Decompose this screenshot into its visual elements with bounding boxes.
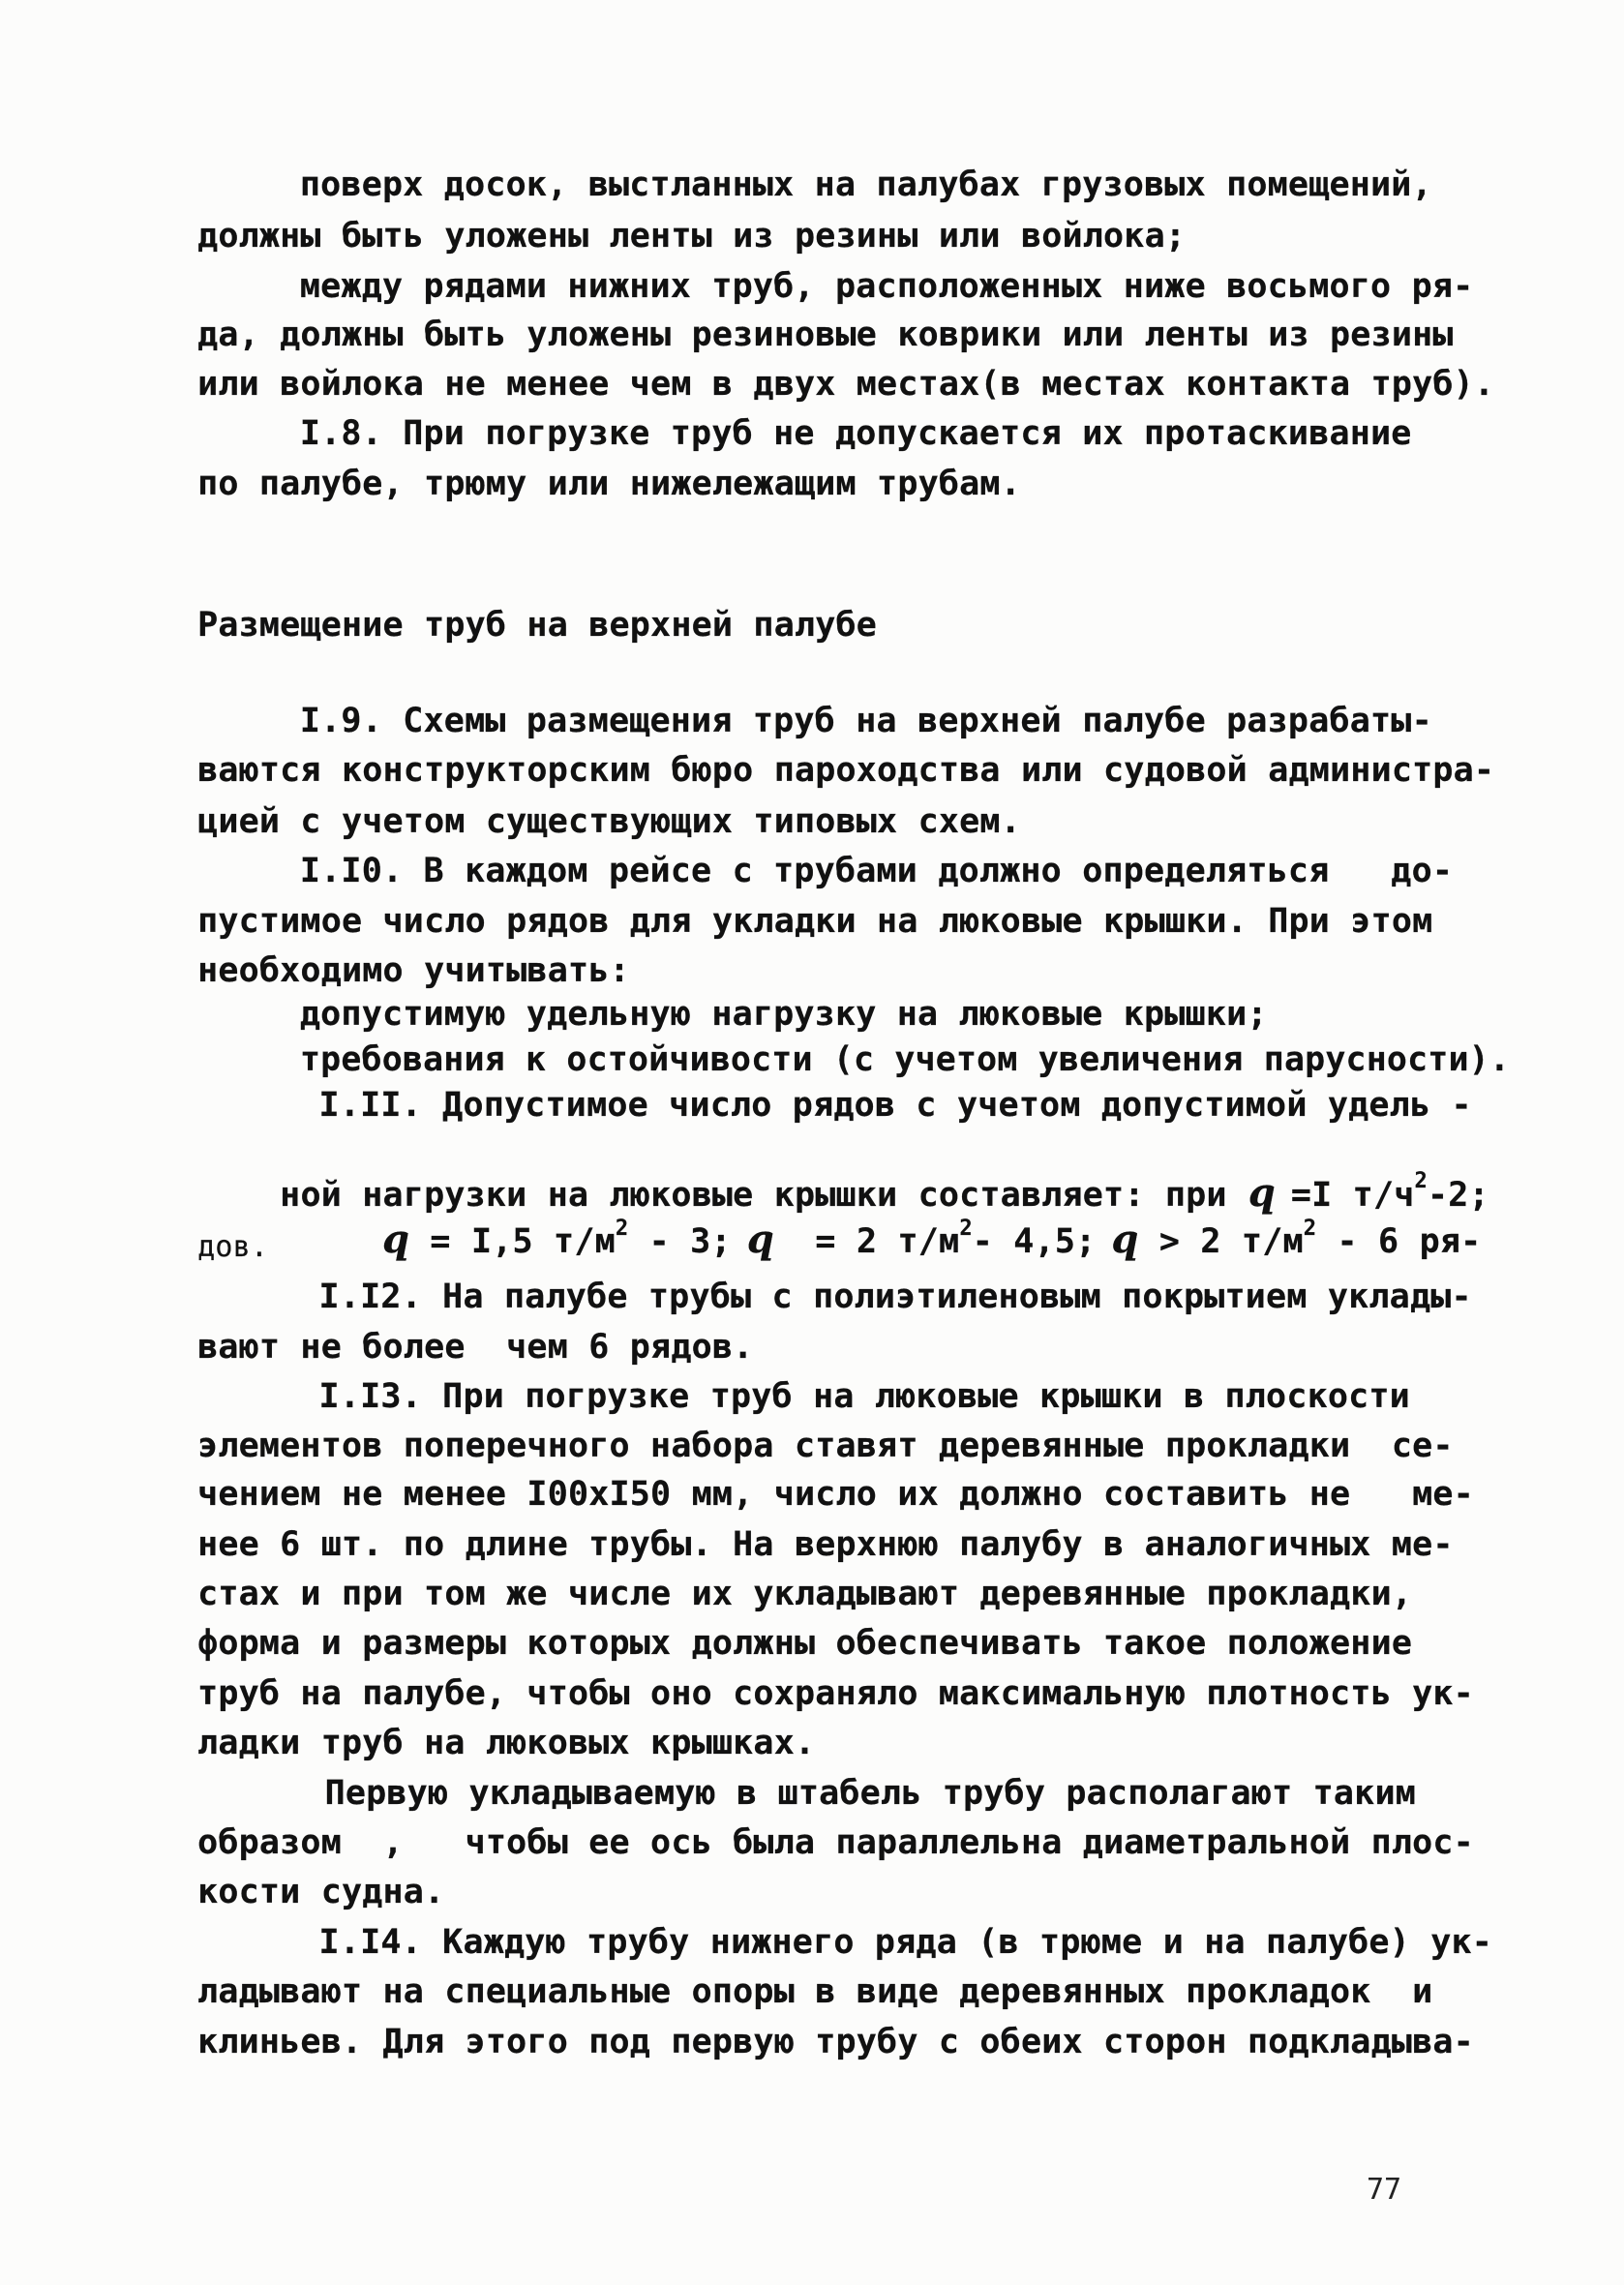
page-number: 77 xyxy=(1366,2172,1402,2207)
text-line: I.I2. На палубе трубы с полиэтиленовым покрытием уклады- xyxy=(318,1278,1472,1317)
exponent: 2 xyxy=(1414,1169,1428,1194)
text-line: форма и размеры которых должны обеспечивать такое положение xyxy=(197,1624,1413,1664)
text-line: I.I4. Каждую трубу нижнего ряда (в трюме и на палубе) ук- xyxy=(318,1922,1493,1962)
text-line: образом , чтобы ее ось была параллельна диаметральной плос- xyxy=(197,1823,1474,1863)
formula-tail: - 3; xyxy=(628,1222,732,1262)
formula-value: =I т/ч xyxy=(1290,1176,1415,1216)
text-line: требования к остойчивости (с учетом увеличения парусности). xyxy=(299,1040,1510,1080)
text-line: ладки труб на люковых крышках. xyxy=(197,1724,816,1763)
q-symbol: q xyxy=(1111,1217,1139,1263)
text-line: ладывают на специальные опоры в виде деревянных прокладок и xyxy=(197,1972,1433,2012)
text-line: стах и при том же числе их укладывают деревянные прокладки, xyxy=(197,1575,1413,1614)
text-line: ваются конструкторским бюро пароходства или судовой администра- xyxy=(197,750,1495,790)
text-line: вают не более чем 6 рядов. xyxy=(197,1327,754,1367)
text-line: дов. xyxy=(197,1229,269,1264)
text-line: допустимую удельную нагрузку на люковые крышки; xyxy=(299,995,1268,1035)
exponent: 2 xyxy=(1303,1216,1317,1241)
text-line: поверх досок, выстланных на палубах грузовых помещений, xyxy=(299,165,1432,205)
text-line: по палубе, трюму или нижележащим трубам. xyxy=(197,464,1021,503)
text-line: необходимо учитывать: xyxy=(197,951,630,991)
text-line: пустимое число рядов для укладки на люковые крышки. При этом xyxy=(197,901,1433,941)
q-symbol: q xyxy=(1248,1170,1276,1217)
text-line: должны быть уложены ленты из резины или войлока; xyxy=(197,217,1187,256)
text-segment: ной нагрузки на люковые крышки составляет: при xyxy=(280,1176,1227,1216)
text-line: I.I0. В каждом рейсе с трубами должно определяться до- xyxy=(299,852,1454,891)
exponent: 2 xyxy=(615,1216,629,1241)
text-line: да, должны быть уложены резиновые коврики или ленты из резины xyxy=(197,315,1454,354)
text-line: Первую укладываемую в штабель трубу располагают таким xyxy=(324,1773,1416,1813)
q-symbol: q xyxy=(746,1217,774,1263)
text-line: труб на палубе, чтобы оно сохраняло максимальную плотность ук- xyxy=(197,1673,1474,1713)
text-line: элементов поперечного набора ставят деревянные прокладки се- xyxy=(197,1427,1454,1466)
text-line: I.8. При погрузке труб не допускается их протаскивание xyxy=(299,414,1412,454)
text-line: I.II. Допустимое число рядов с учетом допустимой удель - xyxy=(318,1086,1472,1126)
exponent: 2 xyxy=(959,1216,973,1241)
formula-value: = 2 т/м xyxy=(773,1222,960,1262)
text-line: между рядами нижних труб, расположенных ниже восьмого ря- xyxy=(299,266,1474,306)
formula-value: = I,5 т/м xyxy=(409,1222,616,1262)
formula-tail: - 6 ря- xyxy=(1316,1222,1482,1262)
text-line: I.I3. При погрузке труб на люковые крышки в плоскости xyxy=(318,1377,1410,1416)
text-line: кости судна. xyxy=(197,1873,445,1912)
formula-tail: -2; xyxy=(1427,1176,1489,1216)
text-line: цией с учетом существующих типовых схем. xyxy=(197,801,1021,841)
q-symbol: q xyxy=(381,1217,410,1263)
text-line: нее 6 шт. по длине трубы. На верхнюю палубу в аналогичных ме- xyxy=(197,1524,1454,1564)
formula-value: > 2 т/м xyxy=(1138,1222,1304,1262)
formula-tail: - 4,5; xyxy=(972,1222,1097,1262)
text-line: или войлока не менее чем в двух местах(в местах контакта труб). xyxy=(197,364,1495,404)
text-line: I.9. Схемы размещения труб на верхней палубе разрабаты- xyxy=(299,701,1432,740)
section-heading: Размещение труб на верхней палубе xyxy=(197,606,878,646)
text-line: чением не менее I00xI50 мм, число их должно составить не ме- xyxy=(197,1475,1474,1515)
text-line: клиньев. Для этого под первую трубу с обеих сторон подкладыва- xyxy=(197,2022,1474,2061)
